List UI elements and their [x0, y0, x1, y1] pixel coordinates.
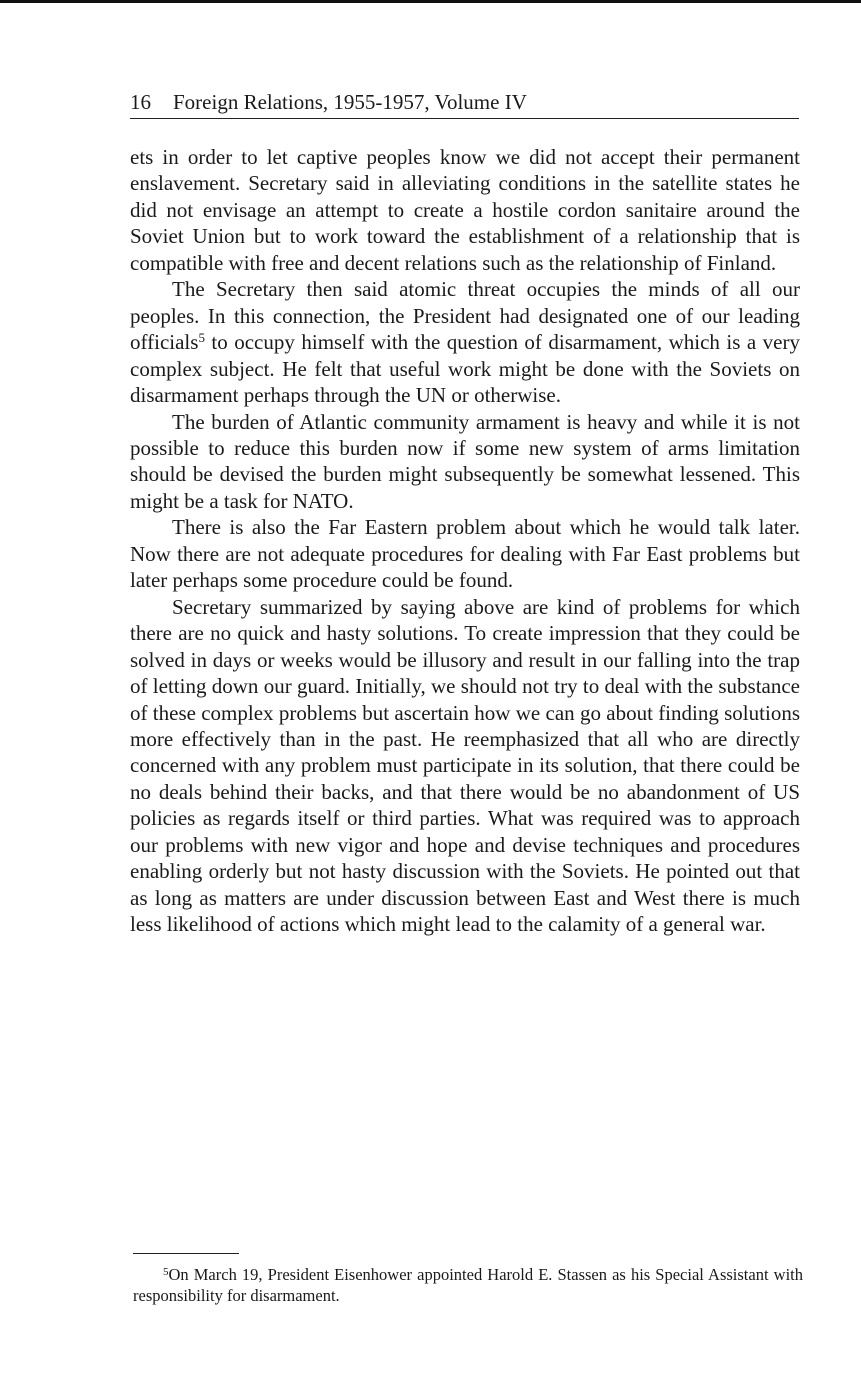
page-number: 16	[130, 90, 151, 114]
paragraph-text: The burden of Atlantic community armament is heavy and while it is not possible to reduce this burden now if some new system of arms limitation should be devised the burden might subsequently be somewhat lessened. This might be a task for NATO.	[130, 409, 800, 513]
footnote-text: On March 19, President Eisenhower appointed Harold E. Stassen as his Special Assistant with responsibility for disarmament.	[133, 1265, 803, 1305]
paragraph	[130, 276, 800, 408]
paragraph	[130, 514, 800, 593]
paragraph-continuation	[130, 144, 800, 276]
page-top-edge	[0, 0, 861, 3]
paragraph-text: ets in order to let captive peoples know we did not accept their permanent enslavement. Secretary said in alleviating conditions in the satellite states he did not envisage an attempt to create a hostile cordon sanitaire around the Soviet Union but to work toward the establishment of a relationship that is compatible with free and decent relations such as the relationship of Finland.	[130, 145, 800, 275]
paragraph	[130, 409, 800, 515]
footnote-marker: 5	[163, 1266, 169, 1278]
running-head	[130, 88, 799, 119]
footnote-divider	[133, 1253, 239, 1254]
paragraph	[130, 594, 800, 938]
footnote	[133, 1264, 803, 1306]
paragraph-text: There is also the Far Eastern problem about which he would talk later. Now there are not adequate procedures for dealing with Far East problems but later perhaps some procedure could be found.	[130, 515, 800, 593]
paragraph-text: to occupy himself with the question of disarmament, which is a very complex subject. He felt that useful work might be done with the Soviets on disarmament perhaps through the UN or otherwise.	[130, 330, 800, 408]
paragraph-text: The Secretary then said atomic threat occupies the minds of all our peoples. In this connection, the President had designated one of our leading officials	[130, 277, 800, 355]
paragraph-text: Secretary summarized by saying above are kind of problems for which there are no quick and hasty solutions. To create impression that they could be solved in days or weeks would be illusory and result in our falling into the trap of letting down our guard. Initially, we should not try to deal with the substance of these complex problems but ascertain how we can go about finding solutions more effectively than in the past. He reemphasized that all who are directly concerned with any problem must participate in its solution, that there could be no deals behind their backs, and that there would be no abandonment of US policies as regards itself or third parties. What was required was to approach our problems with new vigor and hope and devise techniques and procedures enabling orderly but not hasty discussion with the Soviets. He pointed out that as long as matters are under discussion between East and West there is much less likelihood of actions which might lead to the calamity of a general war.	[130, 594, 800, 937]
footnote-reference: 5	[198, 330, 205, 346]
body-text	[130, 144, 800, 938]
running-title: Foreign Relations, 1955-1957, Volume IV	[173, 90, 527, 114]
